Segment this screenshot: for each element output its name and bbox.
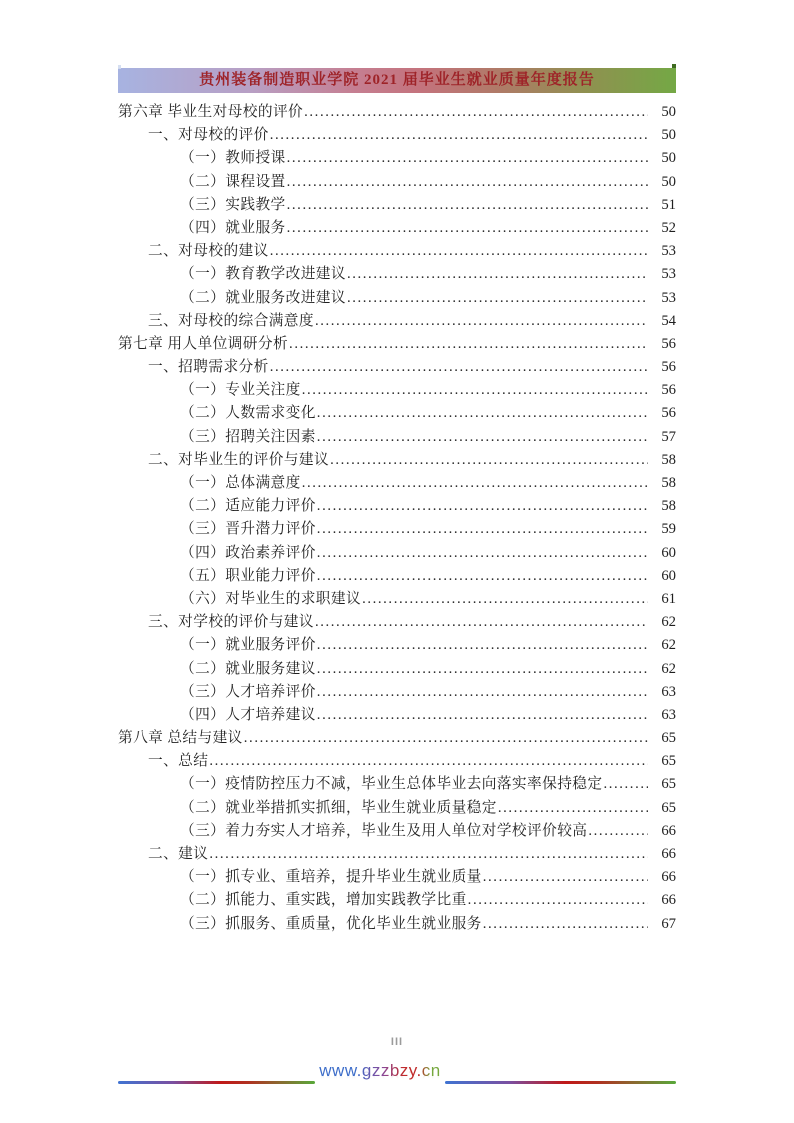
toc-entry-label: （一）就业服务评价 xyxy=(180,637,316,654)
toc-dot-leader xyxy=(347,263,648,286)
toc-entry[interactable] xyxy=(118,727,676,750)
toc-entry-label: （一）抓专业、重培养，提升毕业生就业质量 xyxy=(180,869,482,886)
footer-gradient-bar-right xyxy=(445,1081,676,1084)
toc-entry-label: （三）晋升潜力评价 xyxy=(180,521,316,538)
toc-entry-page: 58 xyxy=(661,451,676,468)
toc-entry[interactable] xyxy=(118,913,676,936)
toc-entry-page: 62 xyxy=(661,637,676,654)
toc-entry-label: （一）教师授课 xyxy=(180,150,286,167)
toc-dot-leader xyxy=(304,101,648,124)
toc-dot-leader xyxy=(287,217,648,240)
toc-entry-label: （一）总体满意度 xyxy=(180,475,301,491)
toc-dot-leader xyxy=(302,472,648,495)
toc-entry[interactable] xyxy=(118,634,676,657)
toc-entry-label: （四）就业服务 xyxy=(180,219,286,236)
toc-entry-label: 一、招聘需求分析 xyxy=(148,359,269,376)
toc-entry-page: 59 xyxy=(661,521,676,538)
toc-entry-page: 56 xyxy=(661,335,676,352)
toc-entry-page: 66 xyxy=(661,892,676,909)
toc-entry-label: （五）职业能力评价 xyxy=(180,567,316,584)
toc-entry[interactable] xyxy=(118,449,676,472)
toc-dot-leader xyxy=(287,147,648,170)
toc-entry[interactable] xyxy=(118,263,676,286)
toc-entry-page: 62 xyxy=(661,660,676,677)
toc-entry[interactable] xyxy=(118,750,676,773)
toc-entry[interactable] xyxy=(118,124,676,147)
toc-entry[interactable] xyxy=(118,287,676,310)
toc-entry-label: 三、对母校的综合满意度 xyxy=(148,312,314,329)
toc-entry-label: 一、总结 xyxy=(148,753,209,770)
toc-entry-label: （三）着力夯实人才培养，毕业生及用人单位对学校评价较高 xyxy=(180,822,588,839)
toc-dot-leader xyxy=(317,704,648,727)
toc-entry-label: （三）实践教学 xyxy=(180,196,286,213)
toc-entry[interactable] xyxy=(118,379,676,402)
toc-entry-label: （二）人数需求变化 xyxy=(180,405,316,422)
toc-entry-label: 第七章 用人单位调研分析 xyxy=(118,335,289,352)
toc-entry[interactable] xyxy=(118,889,676,912)
toc-entry-page: 63 xyxy=(661,706,676,723)
toc-entry[interactable] xyxy=(118,495,676,518)
toc-entry[interactable] xyxy=(118,240,676,263)
toc-entry-page: 57 xyxy=(661,428,676,445)
toc-entry[interactable] xyxy=(118,866,676,889)
toc-entry-page: 65 xyxy=(661,776,676,793)
toc-entry[interactable] xyxy=(118,194,676,217)
toc-entry[interactable] xyxy=(118,658,676,681)
toc-entry-page: 53 xyxy=(661,289,676,306)
toc-entry[interactable] xyxy=(118,843,676,866)
toc-entry[interactable] xyxy=(118,611,676,634)
toc-dot-leader xyxy=(317,426,648,449)
toc-dot-leader xyxy=(209,750,648,773)
footer-gradient-bar-left xyxy=(118,1081,315,1084)
toc-entry-label: 二、建议 xyxy=(148,846,209,862)
toc-entry[interactable] xyxy=(118,588,676,611)
toc-dot-leader xyxy=(317,658,648,681)
toc-dot-leader xyxy=(317,495,648,518)
toc-entry-label: （一）疫情防控压力不减，毕业生总体毕业去向落实率保持稳定 xyxy=(180,776,603,793)
toc-entry-page: 50 xyxy=(661,127,676,144)
toc-entry-page: 62 xyxy=(661,614,676,631)
toc-entry[interactable] xyxy=(118,681,676,704)
toc-dot-leader xyxy=(330,449,648,472)
toc-entry[interactable] xyxy=(118,542,676,565)
toc-dot-leader xyxy=(270,356,648,379)
toc-entry-label: （一）教育教学改进建议 xyxy=(180,266,346,283)
toc-dot-leader xyxy=(270,124,648,147)
toc-entry-page: 54 xyxy=(661,312,676,329)
toc-entry-label: （六）对毕业生的求职建议 xyxy=(180,590,362,607)
toc-entry-page: 56 xyxy=(661,359,676,376)
toc-entry[interactable] xyxy=(118,518,676,541)
toc-dot-leader xyxy=(209,843,648,866)
toc-entry[interactable] xyxy=(118,356,676,379)
toc-entry-label: （四）人才培养建议 xyxy=(180,706,316,723)
toc-entry-page: 63 xyxy=(661,683,676,700)
toc-dot-leader xyxy=(498,797,648,820)
toc-dot-leader xyxy=(483,913,648,936)
toc-entry-page: 58 xyxy=(661,475,676,491)
toc-dot-leader xyxy=(289,333,648,356)
toc-entry-page: 50 xyxy=(661,150,676,167)
toc-entry[interactable] xyxy=(118,773,676,796)
toc-entry-label: （四）政治素养评价 xyxy=(180,544,316,561)
toc-dot-leader xyxy=(347,287,648,310)
toc-dot-leader xyxy=(317,681,648,704)
toc-entry-label: 第六章 毕业生对母校的评价 xyxy=(118,104,304,120)
toc-entry-label: 三、对学校的评价与建议 xyxy=(148,614,314,631)
toc-dot-leader xyxy=(468,889,648,912)
toc-entry-page: 66 xyxy=(661,822,676,839)
toc-entry-page: 66 xyxy=(661,869,676,886)
toc-dot-leader xyxy=(302,379,648,402)
toc-entry-label: （三）抓服务、重质量，优化毕业生就业服务 xyxy=(180,915,482,932)
toc-entry-label: （二）抓能力、重实践，增加实践教学比重 xyxy=(180,892,467,909)
toc-dot-leader xyxy=(287,171,648,194)
header-banner xyxy=(118,68,676,93)
toc-entry-label: （二）就业服务建议 xyxy=(180,660,316,677)
toc-entry[interactable] xyxy=(118,310,676,333)
toc-entry-label: （二）适应能力评价 xyxy=(180,498,316,515)
toc-entry-label: （二）就业服务改进建议 xyxy=(180,289,346,306)
toc-dot-leader xyxy=(362,588,648,611)
toc-entry-page: 53 xyxy=(661,266,676,283)
toc-entry[interactable] xyxy=(118,426,676,449)
toc-entry-page: 61 xyxy=(661,590,676,607)
toc-entry-page: 52 xyxy=(661,219,676,236)
toc-dot-leader xyxy=(315,310,648,333)
toc-entry-label: （二）课程设置 xyxy=(180,173,286,190)
toc-entry[interactable] xyxy=(118,820,676,843)
toc-dot-leader xyxy=(317,402,648,425)
banner-title: 贵州装备制造职业学院 2021 届毕业生就业质量年度报告 xyxy=(199,72,595,88)
toc-entry-page: 56 xyxy=(661,382,676,399)
toc-entry-page: 66 xyxy=(661,846,676,862)
toc-entry-label: （一）专业关注度 xyxy=(180,382,301,399)
toc-entry-page: 60 xyxy=(661,544,676,561)
toc-entry[interactable] xyxy=(118,147,676,170)
toc-dot-leader xyxy=(588,820,648,843)
toc-entry-page: 50 xyxy=(661,104,676,120)
toc-entry[interactable] xyxy=(118,171,676,194)
toc-entry-page: 51 xyxy=(661,196,676,213)
toc-entry-page: 65 xyxy=(661,799,676,816)
toc-entry-label: 二、对母校的建议 xyxy=(148,243,269,260)
toc-dot-leader xyxy=(270,240,648,263)
toc-entry-page: 65 xyxy=(661,753,676,770)
toc-entry-page: 67 xyxy=(661,915,676,932)
toc-entry-page: 56 xyxy=(661,405,676,422)
toc-dot-leader xyxy=(317,634,648,657)
toc-dot-leader xyxy=(244,727,648,750)
toc-entry-label: （三）人才培养评价 xyxy=(180,683,316,700)
toc-entry[interactable] xyxy=(118,333,676,356)
toc-entry-page: 53 xyxy=(661,243,676,260)
toc-entry[interactable] xyxy=(118,704,676,727)
toc-entry[interactable] xyxy=(118,797,676,820)
toc-entry[interactable] xyxy=(118,101,676,124)
toc-dot-leader xyxy=(287,194,648,217)
toc-list xyxy=(118,101,676,936)
toc-entry-page: 60 xyxy=(661,567,676,584)
toc-dot-leader xyxy=(483,866,648,889)
website-link[interactable]: www.gzzbzy.cn xyxy=(305,1061,455,1081)
toc-entry-label: 一、对母校的评价 xyxy=(148,127,269,144)
toc-entry-label: 第八章 总结与建议 xyxy=(118,730,243,747)
toc-dot-leader xyxy=(317,542,648,565)
toc-entry-label: （二）就业举措抓实抓细，毕业生就业质量稳定 xyxy=(180,799,497,816)
toc-dot-leader xyxy=(315,611,648,634)
toc-dot-leader xyxy=(603,773,648,796)
toc-entry[interactable] xyxy=(118,402,676,425)
toc-entry-page: 65 xyxy=(661,730,676,747)
toc-entry-label: （三）招聘关注因素 xyxy=(180,428,316,445)
toc-entry[interactable] xyxy=(118,472,676,495)
toc-entry-page: 58 xyxy=(661,498,676,515)
toc-entry[interactable] xyxy=(118,217,676,240)
page-number: III xyxy=(390,1036,404,1048)
toc-entry-label: 二、对毕业生的评价与建议 xyxy=(148,451,330,468)
toc-entry-page: 50 xyxy=(661,173,676,190)
toc-dot-leader xyxy=(317,565,648,588)
toc-entry[interactable] xyxy=(118,565,676,588)
toc-dot-leader xyxy=(317,518,648,541)
